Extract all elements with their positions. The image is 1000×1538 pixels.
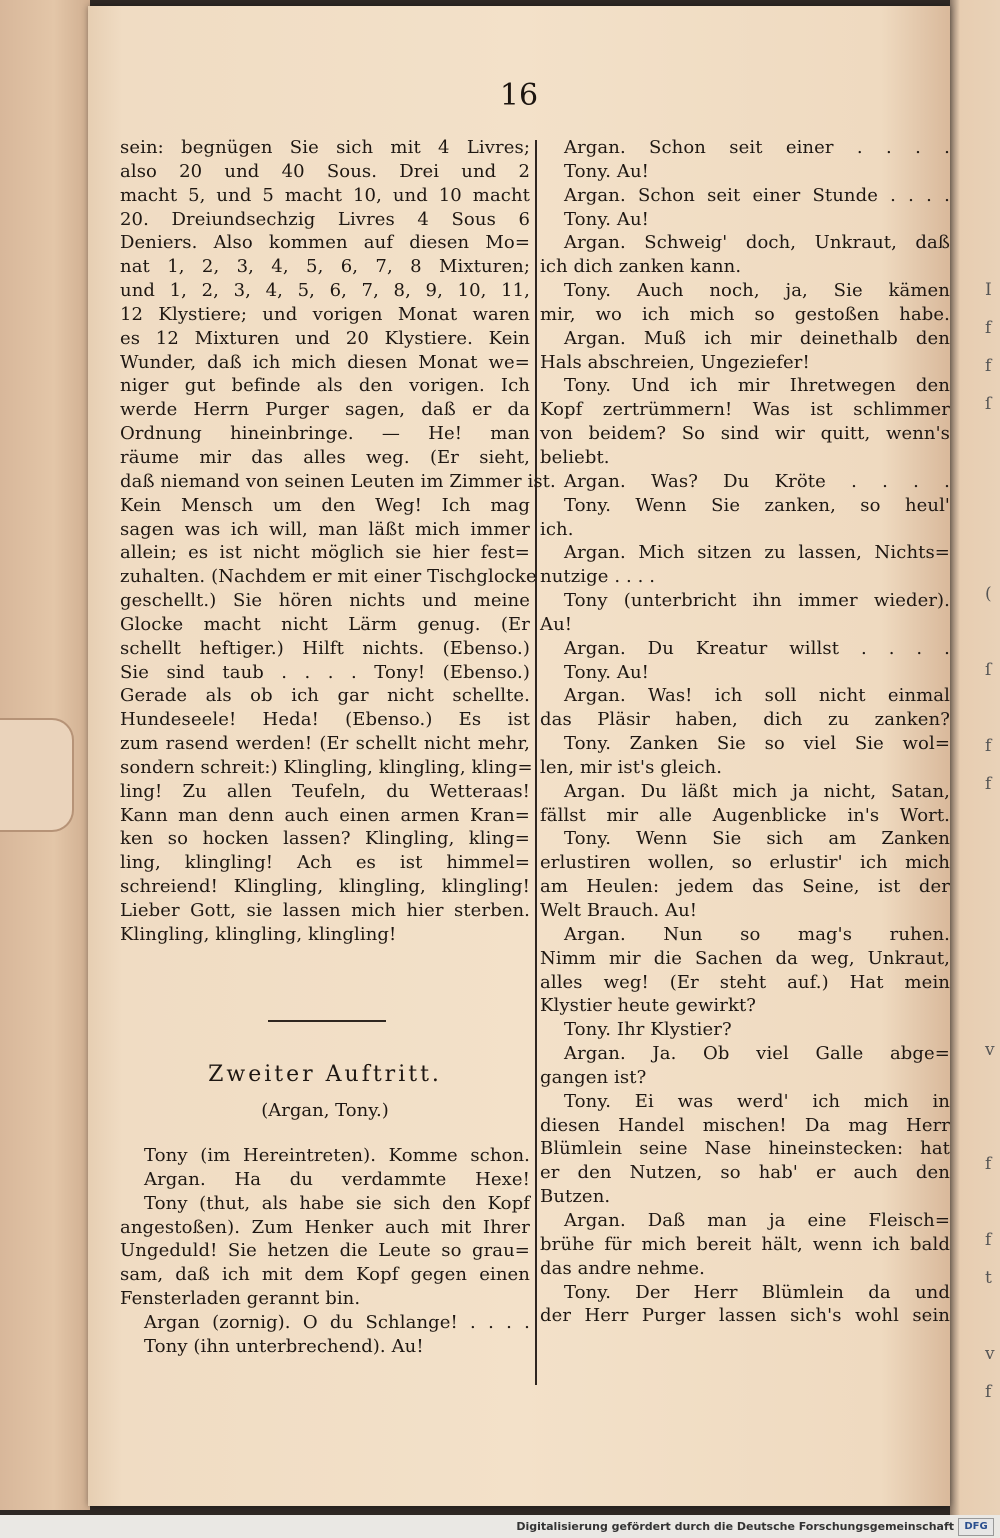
text-line: Tony (unterbricht ihn immer wieder).: [564, 590, 950, 612]
scene-heading: Zweiter Auftritt.: [208, 1062, 442, 1087]
edge-fragment: t: [985, 1268, 992, 1288]
text-line: am Heulen: jedem das Seine, ist der: [540, 876, 950, 898]
text-line: geschellt.) Sie hören nichts und meine: [120, 590, 530, 612]
text-line: Tony (thut, als habe sie sich den Kopf: [144, 1192, 530, 1214]
text-line: ken so hocken lassen? Klingling, kling=: [120, 828, 530, 850]
text-line: das andre nehme.: [540, 1257, 705, 1279]
text-line: 12 Klystiere; und vorigen Monat waren: [120, 303, 530, 325]
edge-fragment: ſ: [985, 394, 992, 414]
text-line: es 12 Mixturen und 20 Klystiere. Kein: [120, 327, 530, 349]
text-line: Tony. Au!: [564, 661, 649, 683]
edge-fragment: f: [985, 774, 992, 794]
text-line: Tony. Ei was werd' ich mich in: [564, 1090, 950, 1112]
text-line: Hundeseele! Heda! (Ebenso.) Es ist: [120, 709, 530, 731]
text-line: Tony. Und ich mir Ihretwegen den: [564, 375, 950, 397]
edge-fragment: (: [985, 584, 992, 604]
page-number: 16: [499, 78, 539, 113]
text-line: Tony. Auch noch, ja, Sie kämen: [564, 280, 950, 302]
text-line: schreiend! Klingling, klingling, klingling!: [120, 876, 530, 898]
text-line: angestoßen). Zum Henker auch mit Ihrer: [120, 1216, 530, 1238]
text-line: sein: begnügen Sie sich mit 4 Livres;: [120, 137, 530, 158]
edge-fragment: v: [985, 1040, 995, 1060]
edge-fragment: [985, 850, 1000, 888]
text-line: Tony. Wenn Sie zanken, so heul': [564, 494, 950, 516]
text-line: sagen was ich will, man läßt mich immer: [120, 518, 530, 540]
edge-fragment: [985, 698, 1000, 736]
text-line: Argan. Schweig' doch, Unkraut, daß: [564, 232, 950, 254]
text-line: ich.: [540, 518, 574, 540]
text-line: Fensterladen gerannt bin.: [120, 1288, 361, 1310]
text-line: brühe für mich bereit hält, wenn ich bald: [540, 1233, 950, 1255]
next-page-text-fragments: [985, 280, 1000, 1420]
edge-fragment: [985, 1192, 1000, 1230]
text-line: Argan. Mich sitzen zu lassen, Nichts=: [564, 542, 950, 564]
edge-fragment: [985, 508, 1000, 546]
edge-fragment: [985, 622, 1000, 660]
text-line: Tony. Wenn Sie sich am Zanken: [564, 828, 950, 850]
scene-cast: (Argan, Tony.): [261, 1100, 389, 1121]
text-line: sondern schreit:) Klingling, klingling, kling=: [120, 756, 533, 778]
edge-fragment: [985, 546, 1000, 584]
text-line: Ordnung hineinbringe. — He! man: [120, 423, 530, 445]
text-line: also 20 und 40 Sous. Drei und 2: [120, 160, 530, 182]
text-line: Kein Mensch um den Weg! Ich mag: [120, 494, 530, 516]
text-line: Butzen.: [540, 1186, 611, 1208]
edge-fragment: v: [985, 1344, 995, 1364]
edge-fragment: [985, 964, 1000, 1002]
edge-fragment: f: [985, 1154, 992, 1174]
text-line: Au!: [540, 613, 573, 635]
text-line: Tony (im Hereintreten). Komme schon.: [144, 1145, 530, 1166]
edge-fragment: [985, 1002, 1000, 1040]
text-line: diesen Handel mischen! Da mag Herr: [540, 1114, 950, 1136]
text-line: von beidem? So sind wir quitt, wenn's: [540, 423, 950, 445]
text-line: Ungeduld! Sie hetzen die Leute so grau=: [120, 1240, 530, 1262]
edge-fragment: [985, 470, 1000, 508]
text-line: das Pläsir haben, dich zu zanken?: [540, 709, 950, 731]
text-line: schellt heftiger.) Hilft nichts. (Ebenso.): [120, 637, 530, 659]
text-line: Tony. Zanken Sie so viel Sie wol=: [564, 733, 950, 755]
text-line: ling, klingling! Ach es ist himmel=: [120, 852, 530, 874]
text-line: nat 1, 2, 3, 4, 5, 6, 7, 8 Mixturen;: [120, 256, 530, 278]
text-line: werde Herrn Purger sagen, daß er da: [120, 399, 530, 421]
text-line: Klingling, klingling, klingling!: [120, 923, 397, 945]
text-line: Argan. Nun so mag's ruhen.: [564, 923, 950, 945]
text-line: und 1, 2, 3, 4, 5, 6, 7, 8, 9, 10, 11,: [120, 280, 530, 302]
text-line: beliebt.: [540, 446, 610, 468]
text-line: Kann man denn auch einen armen Kran=: [120, 804, 530, 826]
digitization-footer: [0, 1515, 1000, 1538]
text-line: Argan. Schon seit einer Stunde . . . .: [564, 184, 950, 206]
dfg-logo: DFG: [958, 1518, 994, 1536]
text-line: Nimm mir die Sachen da weg, Unkraut,: [540, 947, 950, 969]
edge-fragment: f: [985, 1382, 992, 1402]
text-line: sam, daß ich mit dem Kopf gegen einen: [120, 1264, 530, 1286]
text-line: Tony (ihn unterbrechend). Au!: [144, 1335, 424, 1357]
left-column-scene-two: [120, 1144, 530, 1359]
text-line: Argan. Schon seit einer . . . .: [564, 137, 950, 158]
text-line: nutzige . . . .: [540, 566, 656, 588]
edge-fragment: [985, 812, 1000, 850]
text-line: fällst mir alle Augenblicke in's Wort.: [540, 804, 950, 826]
text-line: Argan. Du läßt mich ja nicht, Satan,: [564, 780, 950, 802]
text-line: Lieber Gott, sie lassen mich hier sterben.: [120, 900, 530, 921]
text-line: Argan (zornig). O du Schlange! . . . .: [144, 1311, 530, 1333]
column-divider: [535, 140, 537, 1385]
text-line: daß niemand von seinen Leuten im Zimmer ist.: [120, 470, 556, 492]
text-line: Tony. Der Herr Blümlein da und: [564, 1281, 950, 1303]
edge-fragment: [985, 888, 1000, 926]
right-column: [540, 136, 950, 1328]
edge-fragment: [985, 1116, 1000, 1154]
text-line: ich dich zanken kann.: [540, 256, 742, 278]
text-line: mir, wo ich mich so gestoßen habe.: [540, 303, 950, 325]
text-line: Blümlein seine Nase hineinstecken: hat: [540, 1138, 950, 1160]
text-line: Gerade als ob ich gar nicht schellte.: [120, 685, 530, 707]
text-line: erlustiren wollen, so erlustir' ich mich: [540, 852, 950, 874]
text-line: der Herr Purger lassen sich's wohl sein: [540, 1305, 950, 1327]
text-line: 20. Dreiundsechzig Livres 4 Sous 6: [120, 208, 530, 230]
edge-fragment: I: [985, 280, 992, 300]
edge-fragment: [985, 432, 1000, 470]
edge-fragment: ſ: [985, 660, 992, 680]
edge-fragment: f: [985, 318, 992, 338]
text-line: Hals abschreien, Ungeziefer!: [540, 351, 810, 373]
edge-fragment: f: [985, 736, 992, 756]
text-line: Klystier heute gewirkt?: [540, 995, 757, 1017]
text-line: len, mir ist's gleich.: [540, 756, 723, 778]
funding-credit: Digitalisierung gefördert durch die Deutsche Forschungsgemeinschaft: [516, 1520, 954, 1533]
text-line: niger gut befinde als den vorigen. Ich: [120, 375, 530, 397]
text-line: Argan. Du Kreatur willst . . . .: [564, 637, 950, 659]
text-line: Tony. Au!: [564, 208, 649, 230]
edge-fragment: [985, 1078, 1000, 1116]
section-rule: [268, 1020, 386, 1022]
edge-fragment: [985, 1306, 1000, 1344]
edge-fragment: f: [985, 1230, 992, 1250]
text-line: allein; es ist nicht möglich sie hier fest=: [120, 542, 530, 564]
text-line: Tony. Au!: [564, 160, 649, 182]
edge-fragment: f: [985, 356, 992, 376]
text-line: Argan. Ha du verdammte Hexe!: [144, 1168, 530, 1190]
text-line: Argan. Ja. Ob viel Galle abge=: [564, 1043, 950, 1065]
text-line: Glocke macht nicht Lärm genug. (Er: [120, 613, 530, 635]
text-line: Deniers. Also kommen auf diesen Mo=: [120, 232, 530, 254]
text-line: Welt Brauch. Au!: [540, 900, 698, 921]
text-line: macht 5, und 5 macht 10, und 10 macht: [120, 184, 530, 206]
text-line: gangen ist?: [540, 1066, 647, 1088]
text-line: Argan. Daß man ja eine Fleisch=: [564, 1209, 950, 1231]
text-line: ling! Zu allen Teufeln, du Wetteraas!: [120, 780, 530, 802]
text-line: räume mir das alles weg. (Er sieht,: [120, 446, 530, 468]
text-line: Tony. Ihr Klystier?: [564, 1019, 732, 1041]
text-line: Argan. Was? Du Kröte . . . .: [564, 470, 950, 492]
edge-fragment: [985, 926, 1000, 964]
text-line: er den Nutzen, so hab' er auch den: [540, 1162, 950, 1184]
text-line: Wunder, daß ich mich diesen Monat we=: [120, 351, 530, 373]
text-line: Sie sind taub . . . . Tony! (Ebenso.): [120, 661, 530, 683]
text-line: Argan. Was! ich soll nicht einmal: [564, 685, 950, 707]
left-column: [120, 136, 556, 947]
text-line: zum rasend werden! (Er schellt nicht mehr,: [120, 733, 530, 755]
text-line: Argan. Muß ich mir deinethalb den: [564, 327, 950, 349]
text-line: Kopf zertrümmern! Was ist schlimmer: [540, 399, 950, 421]
text-line: zuhalten. (Nachdem er mit einer Tischglocke: [120, 566, 537, 588]
bookmark-tab: [0, 718, 74, 832]
text-line: alles weg! (Er steht auf.) Hat mein: [540, 971, 950, 993]
